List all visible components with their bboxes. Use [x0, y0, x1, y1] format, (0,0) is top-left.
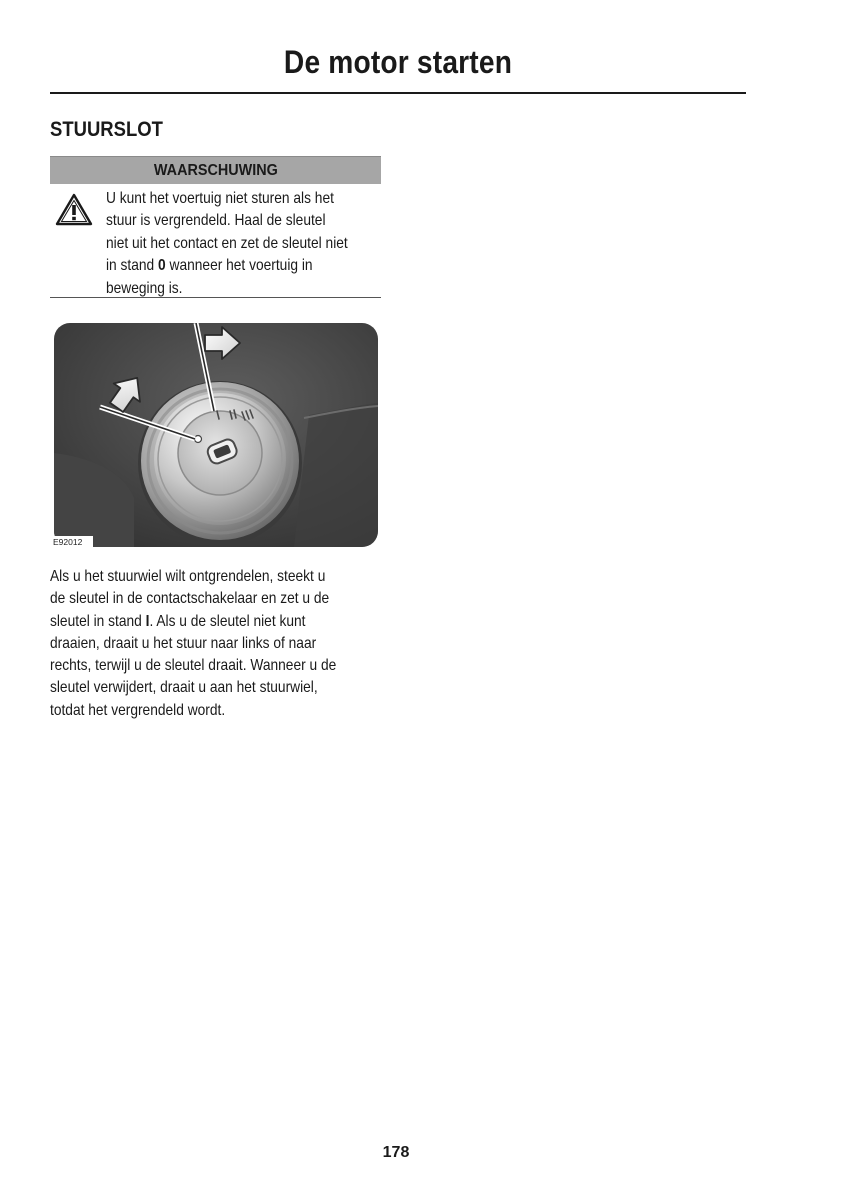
warning-box — [50, 156, 381, 298]
warning-header-label: WAARSCHUWING — [153, 162, 278, 179]
figure-code: E92012 — [50, 536, 93, 548]
warning-line-part: in stand — [106, 257, 155, 275]
warning-text — [106, 188, 348, 300]
stand-zero-label: 0 — [158, 257, 166, 275]
warning-line: stuur is vergrendeld. Haal de sleutel — [106, 212, 326, 230]
ignition-switch-photo — [54, 323, 378, 547]
body-line: sleutel verwijdert, draait u aan het stuurwiel, — [50, 679, 318, 697]
body-line: draaien, draait u het stuur naar links of naar — [50, 634, 317, 652]
body-paragraph — [50, 566, 338, 722]
body-line: rechts, terwijl u de sleutel draait. Wanneer u de — [50, 657, 337, 675]
warning-line — [106, 255, 345, 277]
body-line: totdat het vergrendeld wordt. — [50, 701, 226, 719]
body-line-part: . Als u de sleutel niet kunt — [149, 612, 306, 630]
warning-body — [50, 184, 381, 298]
body-line-part: sleutel in stand — [50, 612, 142, 630]
warning-line-part: wanneer het voertuig in — [169, 257, 313, 275]
warning-line: beweging is. — [106, 279, 183, 297]
title-rule — [50, 92, 746, 94]
body-line: Als u het stuurwiel wilt ontgrendelen, steekt u — [50, 568, 326, 585]
warning-line: U kunt het voertuig niet sturen als het — [106, 190, 334, 207]
warning-triangle-icon — [55, 193, 93, 227]
body-line — [50, 611, 338, 633]
page-title: De motor starten — [283, 44, 513, 80]
section-heading: STUURSLOT — [50, 118, 163, 141]
warning-line: niet uit het contact en zet de sleutel niet — [106, 234, 348, 252]
page-number: 178 — [382, 1144, 410, 1161]
stand-one-label: I — [145, 612, 150, 630]
warning-header — [50, 156, 381, 184]
body-line: de sleutel in de contactschakelaar en zet u de — [50, 590, 330, 608]
